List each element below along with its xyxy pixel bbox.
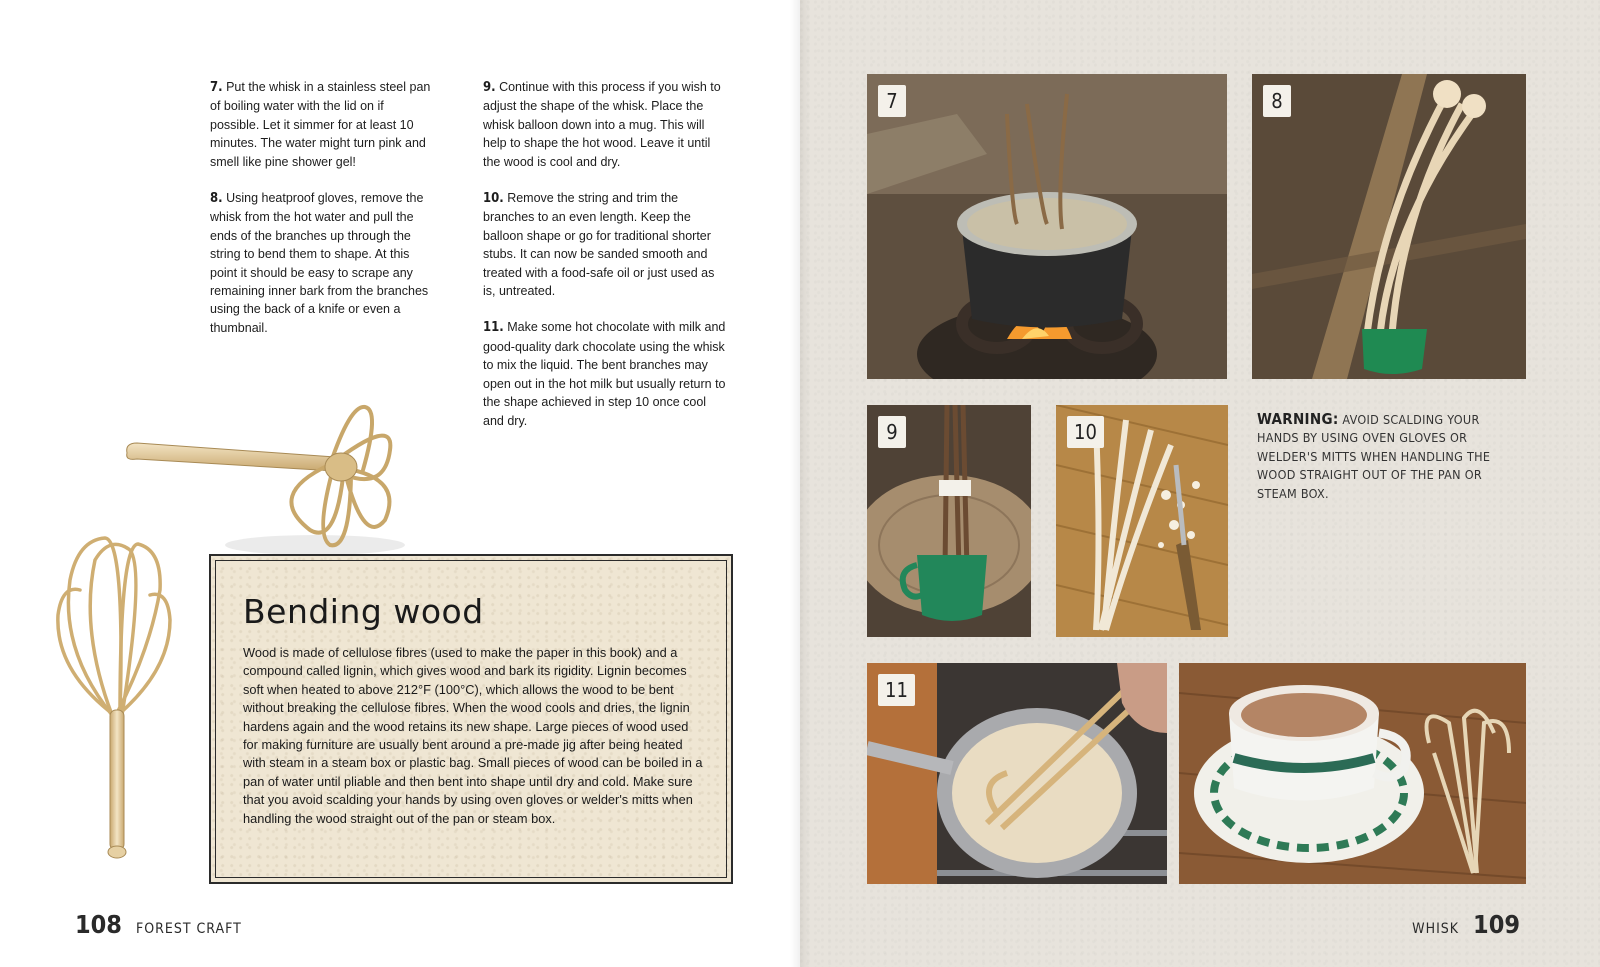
warning-note: [1257, 410, 1507, 503]
photo-step-7: [867, 74, 1227, 379]
photo-tag-7: 7: [878, 85, 906, 117]
step-8: 8. Using heatproof gloves, remove the whisk from the hot water and pull the ends of the branches up through the string to bend them to shape. At this point it should be easy to scrape any remaining inner bark from the branches using the back of a knife or even a thumbnail.: [210, 191, 429, 335]
step-10: 10. Remove the string and trim the branches to an even length. Keep the balloon shape or go for traditional shorter stubs. It can now be sanded smooth and treated with a food-safe oil or just used as is, untreated.: [483, 191, 715, 299]
box-body: Wood is made of cellulose fibres (used to make the paper in this book) and a compound called lignin, which gives wood and bark its rigidity. Lignin becomes soft when heated to above 212°F (100°C), which allows the wood to be bent without breaking the cellulose fibres. When the wood cools and dries, the lignin hardens again and the wood retains its new shape. Large pieces of wood used for making furniture are usually bent around a pre-made jig after being heated with steam in a steam box or plastic bag. Small pieces of wood can be boiled in a pan of water until pliable and then bent into shape until dry and cold. Make sure that you avoid scalding your hands by using oven gloves or welder's mitts when handling the wood straight out of the pan or steam box.: [243, 645, 703, 826]
photo-tag-9: 9: [878, 416, 906, 448]
photo-tag-10: 10: [1067, 416, 1104, 448]
step-9: 9. Continue with this process if you wish to adjust the shape of the whisk. Place the whisk balloon down into a mug. This will help to shape the hot wood. Leave it until the wood is cool and dry.: [483, 80, 721, 169]
bending-wood-box: [209, 554, 733, 884]
section-label-right: WHISK: [1412, 921, 1460, 937]
photo-step-9: [867, 405, 1031, 637]
warning-label: WARNING:: [1257, 410, 1339, 428]
warning-text: AVOID SCALDING YOUR HANDS BY USING OVEN GLOVES OR WELDER'S MITTS WHEN HANDLING THE WOOD STRAIGHT OUT OF THE PAN OR STEAM BOX.: [1257, 412, 1491, 501]
photo-hot-chocolate: [1179, 663, 1526, 884]
photo-step-11: [867, 663, 1167, 884]
photo-tag-8: 8: [1263, 85, 1291, 117]
step-7: 7. Put the whisk in a stainless steel pan of boiling water with the lid on if possible. Let it simmer for at least 10 minutes. The water might turn pink and smell like pine shower gel!: [210, 80, 431, 169]
instructions-column-1: [210, 78, 435, 355]
box-title: Bending wood: [243, 592, 484, 631]
book-gutter: [790, 0, 810, 967]
instructions-column-2: [483, 78, 728, 448]
page-number-left: 108: [75, 910, 122, 939]
photo-step-8: [1252, 74, 1526, 379]
folio-right: [1412, 910, 1520, 939]
photo-tag-11: 11: [878, 674, 915, 706]
page-number-right: 109: [1473, 910, 1520, 939]
step-11: 11. Make some hot chocolate with milk and good-quality dark chocolate using the whisk to mix the liquid. The bent branches may open out in the hot milk but usually return to the shape achieved in step 10 once cool and dry.: [483, 320, 726, 428]
folio-left: [75, 910, 242, 939]
photo-step-10: [1056, 405, 1228, 637]
whisk-vertical-image: [50, 530, 180, 870]
section-label-left: FOREST CRAFT: [135, 921, 242, 937]
